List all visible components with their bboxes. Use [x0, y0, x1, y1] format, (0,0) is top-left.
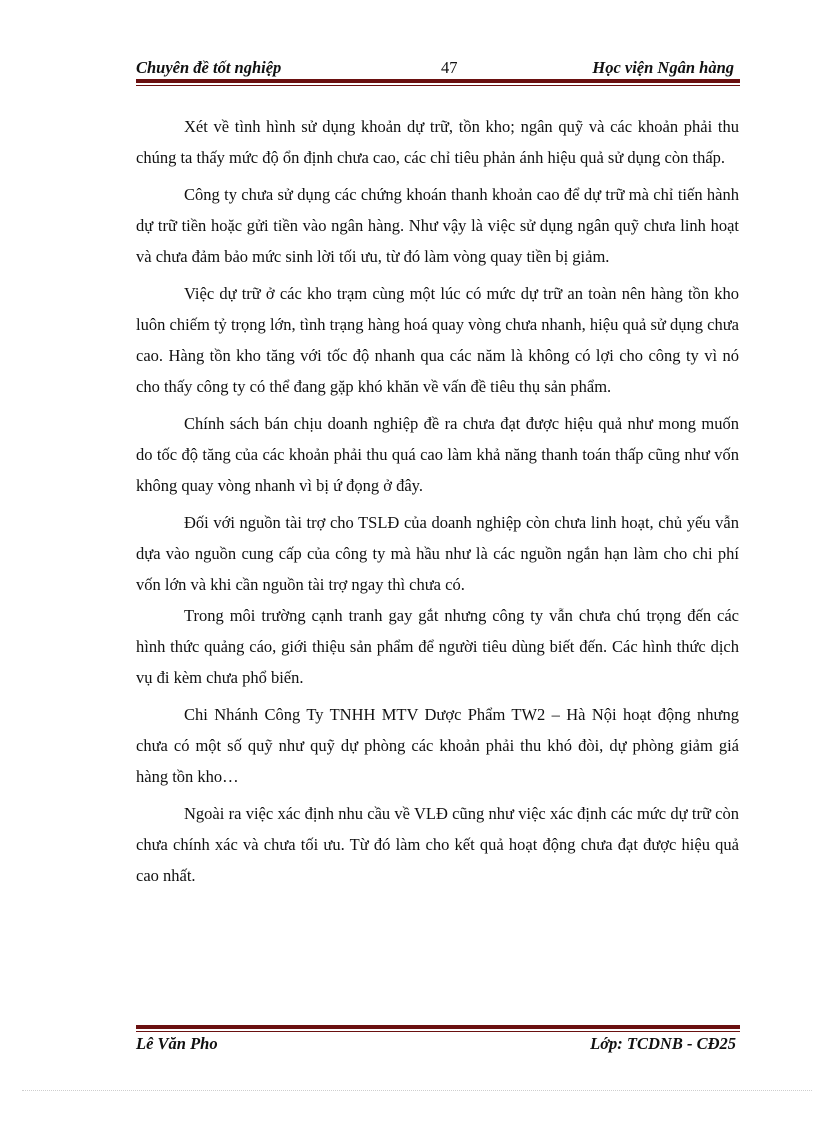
footer-class: Lớp: TCDNB - CĐ25 [590, 1034, 736, 1053]
paragraph: Chi Nhánh Công Ty TNHH MTV Dược Phẩm TW2 – Hà Nội hoạt động nhưng chưa có một số quỹ như quỹ dự phòng các khoản phải thu khó đòi, dự phòng giảm giá hàng tồn kho… [136, 705, 739, 786]
header-rule [136, 79, 740, 83]
paragraph: Ngoài ra việc xác định nhu cầu về VLĐ cũng như việc xác định các mức dự trữ còn chưa chính xác và chưa tối ưu. Từ đó làm cho kết quả hoạt động chưa đạt được hiệu quả cao nhất. [136, 804, 739, 885]
footer-rule [136, 1025, 740, 1029]
paragraph: Chính sách bán chịu doanh nghiệp đề ra chưa đạt được hiệu quả như mong muốn do tốc độ tăng của các khoản phải thu quá cao làm khả năng thanh toán thấp cũng như vốn không quay vòng nhanh vì bị ứ đọng ở đây. [136, 414, 739, 495]
paragraph: Công ty chưa sử dụng các chứng khoán thanh khoản cao để dự trữ mà chỉ tiến hành dự trữ tiền hoặc gửi tiền vào ngân hàng. Như vậy là việc sử dụng ngân quỹ chưa linh hoạt và chưa đảm bảo mức sinh lời tối ưu, từ đó làm vòng quay tiền bị giảm. [136, 185, 739, 266]
footer-author: Lê Văn Pho [136, 1034, 218, 1053]
page-edge-divider [22, 1090, 812, 1091]
header-rule-thin [136, 85, 740, 86]
page-header [136, 58, 736, 80]
header-institution: Học viện Ngân hàng [592, 58, 734, 77]
page-number: 47 [441, 58, 458, 77]
paragraph: Xét về tình hình sử dụng khoản dự trữ, tồn kho; ngân quỹ và các khoản phải thu chúng ta thấy mức độ ổn định chưa cao, các chỉ tiêu phản ánh hiệu quả sử dụng còn thấp. [136, 117, 739, 167]
header-thesis-title: Chuyên đề tốt nghiệp [136, 58, 282, 77]
page-footer [136, 1034, 740, 1056]
footer-rule-thin [136, 1031, 740, 1032]
paragraph: Đối với nguồn tài trợ cho TSLĐ của doanh nghiệp còn chưa linh hoạt, chủ yếu vẫn dựa vào nguồn cung cấp của công ty mà hầu như là các nguồn ngắn hạn làm cho chi phí vốn lớn và khi cần nguồn tài trợ ngay thì chưa có. [136, 513, 739, 594]
paragraph: Việc dự trữ ở các kho trạm cùng một lúc có mức dự trữ an toàn nên hàng tồn kho luôn chiếm tỷ trọng lớn, tình trạng hàng hoá quay vòng chưa nhanh, hiệu quả sử dụng chưa cao. Hàng tồn kho tăng với tốc độ nhanh qua các năm là không có lợi cho công ty vì nó cho thấy công ty có thể đang gặp khó khăn về vấn đề tiêu thụ sản phẩm. [136, 284, 739, 396]
body-text [136, 111, 739, 891]
paragraph: Trong môi trường cạnh tranh gay gắt nhưng công ty vẫn chưa chú trọng đến các hình thức quảng cáo, giới thiệu sản phẩm để người tiêu dùng biết đến. Các hình thức dịch vụ đi kèm chưa phổ biến. [136, 606, 739, 687]
